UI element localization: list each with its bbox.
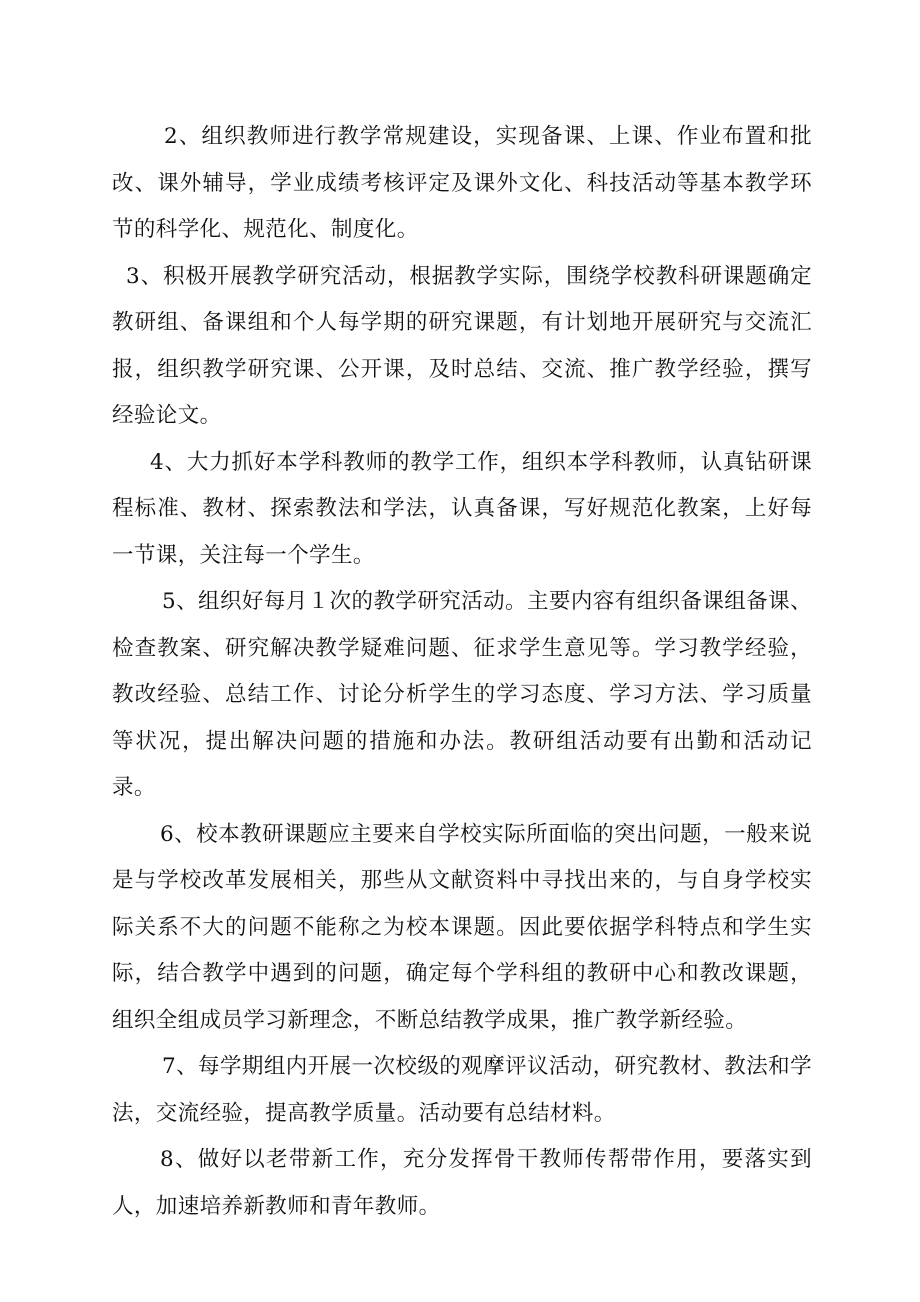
paragraph-item-6: 6、校本教研课题应主要来自学校实际所面临的突出问题，一般来说是与学校改革发展相关，那些从文献资料中寻找出来的，与自身学校实际关系不大的问题不能称之为校本课题。因此要依据学科特点和学生实际，结合教学中遇到的问题，确定每个学科组的教研中心和教改课题，组织全组成员学习新理念，不断总结教学成果，推广教学新经验。 (112, 821, 812, 1033)
paragraph-item-4: 4、大力抓好本学科教师的教学工作，组织本学科教师，认真钻研课程标准、教材、探索教法和学法，认真备课，写好规范化教案，上好每一节课，关注每一个学生。 (112, 449, 812, 568)
paragraph-item-2: 2、组织教师进行教学常规建设，实现备课、上课、作业布置和批改、课外辅导，学业成绩考核评定及课外文化、科技活动等基本教学环节的科学化、规范化、制度化。 (112, 124, 812, 242)
document-body (112, 114, 812, 1230)
paragraph-item-3: 3、积极开展教学研究活动，根据教学实际，围绕学校教科研课题确定教研组、备课组和个人每学期的研究课题，有计划地开展研究与交流汇报，组织教学研究课、公开课，及时总结、交流、推广教学经验，撰写经验论文。 (112, 263, 812, 428)
paragraph-item-7: 7、每学期组内开展一次校级的观摩评议活动，研究教材、教法和学法，交流经验，提高教学质量。活动要有总结材料。 (112, 1054, 812, 1126)
paragraph-item-8: 8、做好以老带新工作，充分发挥骨干教师传帮带作用，要落实到人，加速培养新教师和青年教师。 (112, 1147, 812, 1219)
paragraph-item-5: 5、组织好每月１次的教学研究活动。主要内容有组织备课组备课、检查教案、研究解决教学疑难问题、征求学生意见等。学习教学经验，教改经验、总结工作、讨论分析学生的学习态度、学习方法、学习质量等状况，提出解决问题的措施和办法。教研组活动要有出勤和活动记录。 (112, 589, 812, 800)
